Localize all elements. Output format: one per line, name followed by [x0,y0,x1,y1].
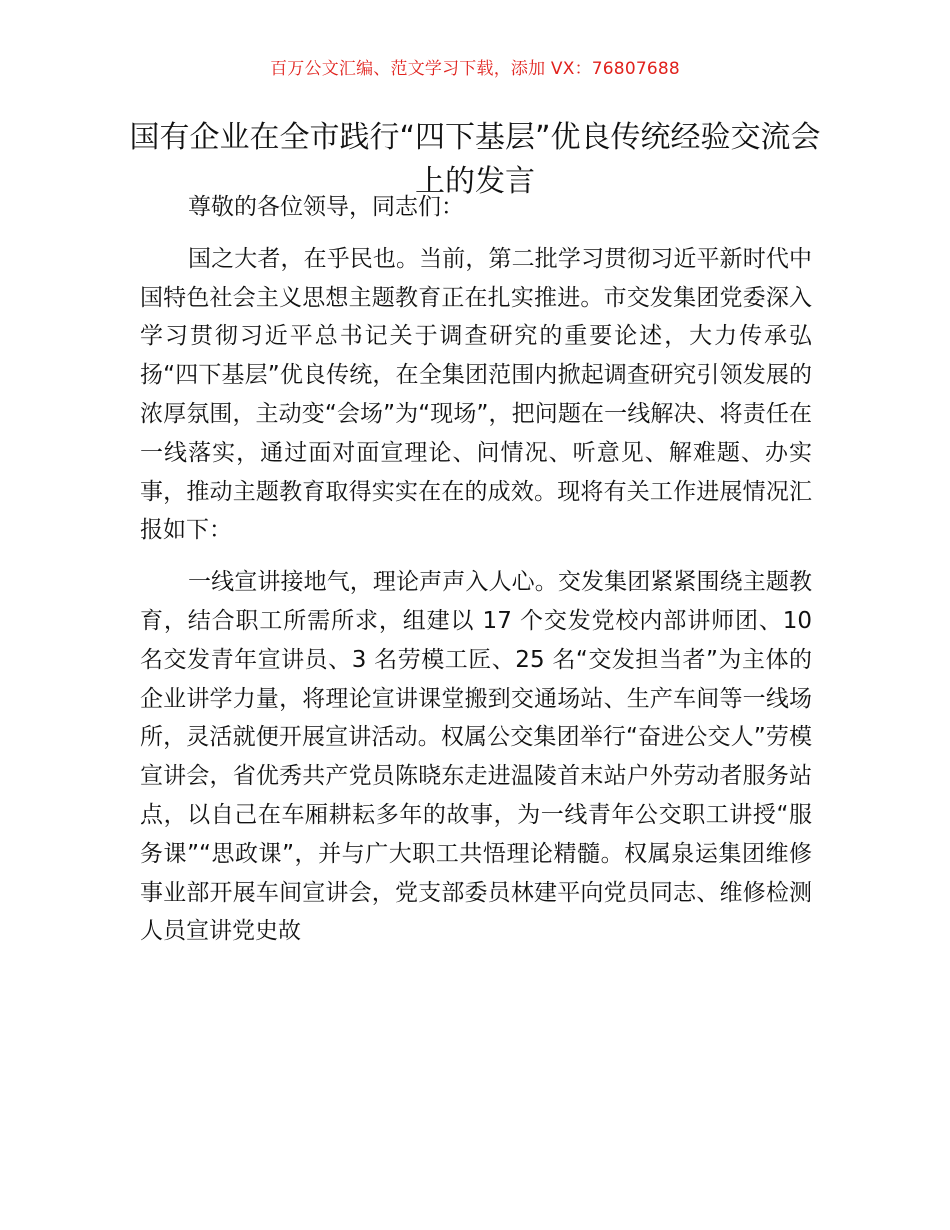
body-paragraph-section-1: 一线宣讲接地气，理论声声入人心。交发集团紧紧围绕主题教育，结合职工所需所求，组建以 17 个交发党校内部讲师团、10 名交发青年宣讲员、3 名劳模工匠、25 名“交发担当者”为主体的企业讲学力量，将理论宣讲课堂搬到交通场站、生产车间等一线场所，灵活就便开展宣讲活动。权属公交集团举行“奋进公交人”劳模宣讲会，省优秀共产党员陈晓东走进温陵首末站户外劳动者服务站点，以自己在车厢耕耘多年的故事，为一线青年公交职工讲授“服务课”“思政课”，并与广大职工共悟理论精髓。权属泉运集团维修事业部开展车间宣讲会，党支部委员林建平向党员同志、维修检测人员宣讲党史故 [140,569,812,945]
body-paragraph-intro: 国之大者，在乎民也。当前，第二批学习贯彻习近平新时代中国特色社会主义思想主题教育正在扎实推进。市交发集团党委深入学习贯彻习近平总书记关于调查研究的重要论述，大力传承弘扬“四下基层”优良传统，在全集团范围内掀起调查研究引领发展的浓厚氛围，主动变“会场”为“现场”，把问题在一线解决、将责任在一线落实，通过面对面宣理论、问情况、听意见、解难题、办实事，推动主题教育取得实实在在的成效。现将有关工作进展情况汇报如下： [140,245,812,544]
document-body [140,188,812,951]
document-title: 国有企业在全市践行“四下基层”优良传统经验交流会上的发言 [129,120,821,199]
header-watermark-note: 百万公文汇编、范文学习下载，添加 VX：76807688 [270,59,680,79]
salutation-paragraph: 尊敬的各位领导，同志们： [188,194,464,220]
